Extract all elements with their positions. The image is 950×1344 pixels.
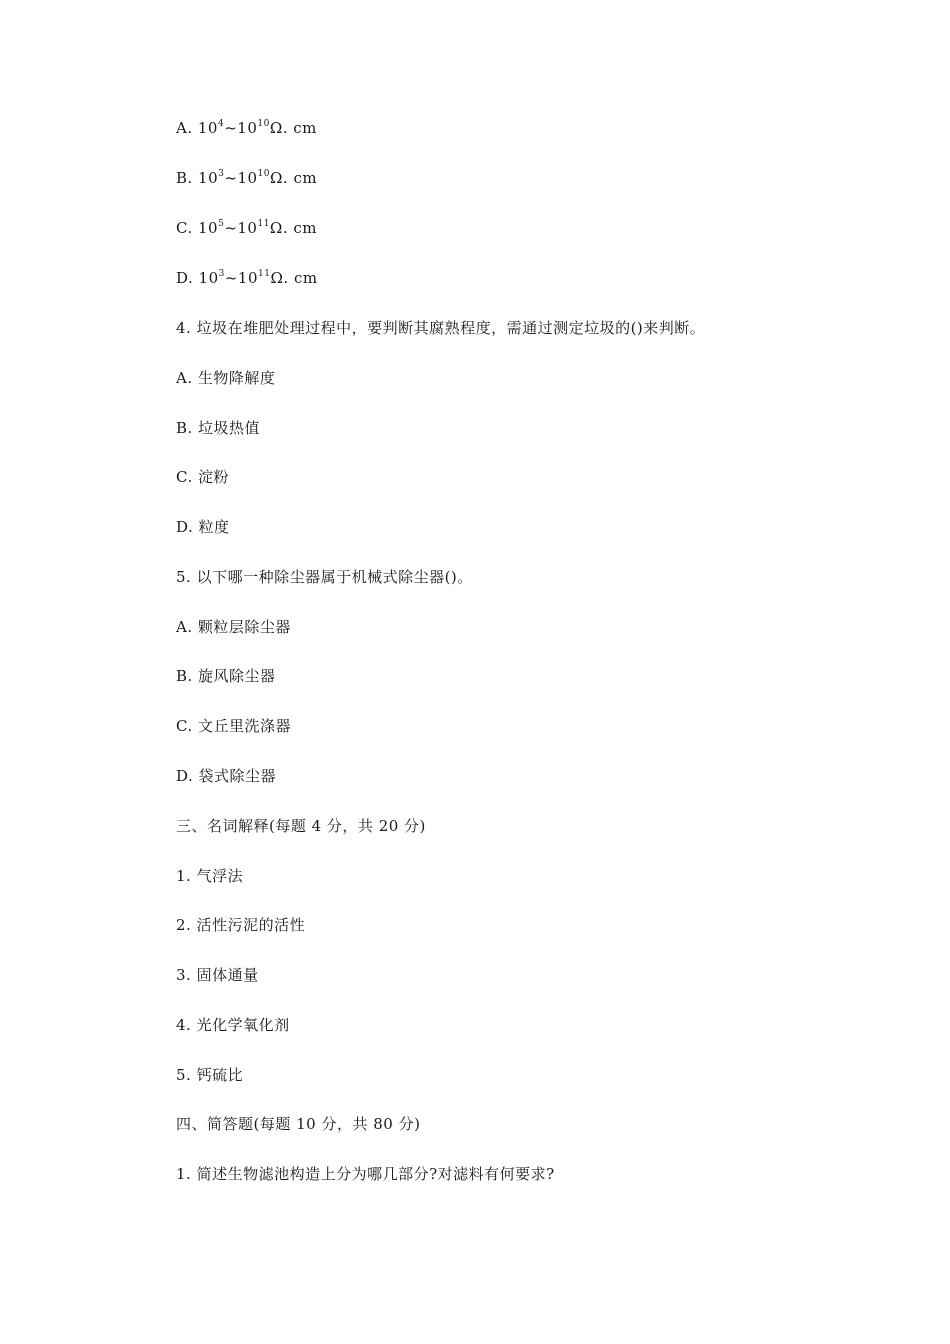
term-item-4: 4. 光化学氧化剂: [176, 1016, 290, 1034]
term-item-1: 1. 气浮法: [176, 867, 244, 885]
option-q3-c: C. $10^5\sim 10^{11}\Omega$. cm: [176, 219, 318, 237]
question-5: 5. 以下哪一种除尘器属于机械式除尘器()。: [176, 568, 473, 586]
term-item-2: 2. 活性污泥的活性: [176, 916, 306, 934]
option-q3-a: A. $10^4\sim 10^{10}\Omega$. cm: [176, 119, 317, 137]
option-q4-c: C. 淀粉: [176, 468, 229, 486]
section-3-heading: 三、名词解释(每题 4 分，共 20 分): [176, 817, 426, 835]
section-4-heading: 四、简答题(每题 10 分，共 80 分): [176, 1115, 421, 1133]
term-item-5: 5. 钙硫比: [176, 1066, 244, 1084]
term-item-3: 3. 固体通量: [176, 966, 259, 984]
option-q4-b: B. 垃圾热值: [176, 419, 261, 437]
option-q3-b: B. $10^3\sim 10^{10}\Omega$. cm: [176, 169, 318, 187]
option-q5-c: C. 文丘里洗涤器: [176, 717, 291, 735]
option-q5-d: D. 袋式除尘器: [176, 767, 277, 785]
question-4: 4. 垃圾在堆肥处理过程中，要判断其腐熟程度，需通过测定垃圾的()来判断。: [176, 319, 706, 337]
short-answer-item-1: 1. 简述生物滤池构造上分为哪几部分?对滤料有何要求?: [176, 1165, 555, 1183]
option-q4-a: A. 生物降解度: [176, 369, 276, 387]
option-q4-d: D. 粒度: [176, 518, 230, 536]
option-q3-d: D. $10^3\sim 10^{11}\Omega$. cm: [176, 269, 318, 287]
option-q5-b: B. 旋风除尘器: [176, 667, 276, 685]
option-q5-a: A. 颗粒层除尘器: [176, 618, 291, 636]
